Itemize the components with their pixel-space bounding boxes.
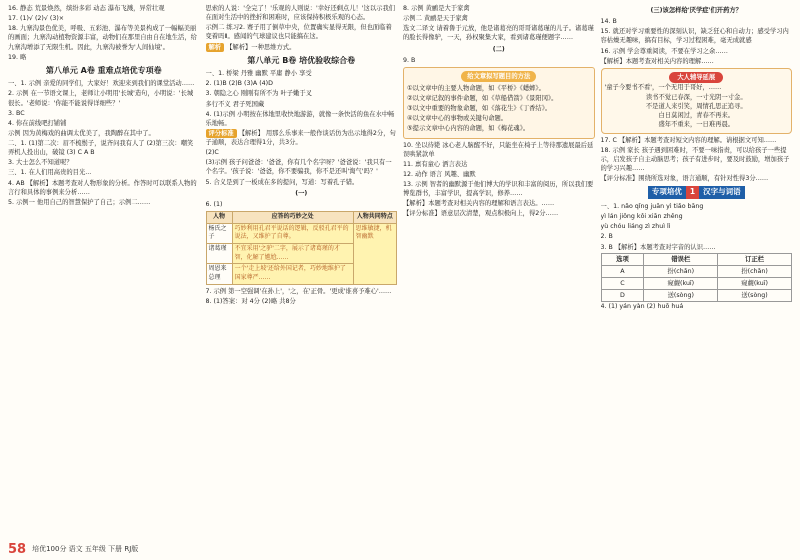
table-row xyxy=(601,290,792,302)
answer-18: 18. 九寨沟景色优美，呼吸、五彩池、瀑布等美景构成了一幅幅美丽的画面；九寨沟动植物资源丰富，动物们在那里自由自在地生活，给九寨沟增添了无限生机。因此，九寨沟被誉为'人间仙境'。 xyxy=(8,25,197,51)
d-answer-17: 17. C 【解析】本题考查对短文内容的理解。请根据文可知…… xyxy=(600,136,777,144)
page-footer xyxy=(8,540,792,558)
section-title-8b: 第八单元 B卷 培优验收综合卷 xyxy=(247,55,356,65)
answer-19: 19. 略 xyxy=(8,53,27,61)
column-2 xyxy=(206,4,398,540)
b-answer-4: 4. (1)示例 小明按在体地里收快地游游，就像一条快活的鱼在水中畅乐地畅。 xyxy=(205,110,395,127)
c-answer-10: 10. 坐以待毙 冰心老人脑醒不好，只能坐在椅子上等待那遗展最后延误哄紧款单 xyxy=(403,141,594,158)
poem-line: 不是道人来引笑，周情孔思正追寻。 xyxy=(645,103,747,111)
answer-1-4: 4. 你在前线吧打铺铺 xyxy=(8,119,67,127)
table-row xyxy=(601,265,792,277)
answer-3-1: 三、1. 在人们用高贵的目光... xyxy=(8,169,92,177)
c-scoring: 【评分标准】语意层次清楚，观点积极向上，得2分…… xyxy=(403,210,559,218)
method-box xyxy=(403,67,595,139)
method-item: ⑤提示文章中心内容的命题，如《梅花魂》。 xyxy=(407,125,530,133)
c-answer-12: 12. 动作 语言 风趣、幽默 xyxy=(403,170,476,178)
b-answer-1: 一、1. 桥梁 丹雅 幽默 平庸 静小 享受 xyxy=(205,70,312,78)
analysis-note xyxy=(206,43,398,52)
answer-1-3: 3. BC xyxy=(8,109,25,117)
subsection-3: (三)该怎样给'厌学症'们开药方？ xyxy=(650,7,742,14)
d-answer-18: 18. 示例 家长 孩子遇到困难时，不要一味指责，可以给孩子一些提示，启发孩子自主动脑思考；孩子有进步时，要及时鼓励，增加孩子的学习兴趣…… xyxy=(600,146,790,172)
table-cell: D xyxy=(601,290,644,302)
poem-line: 盛年不重来，一日难再晨。 xyxy=(658,121,735,129)
table-header: 人物 xyxy=(206,211,232,223)
table-header: 选项 xyxy=(601,253,644,265)
table-row xyxy=(206,223,397,243)
answer-1-2: 2. 示例 在一节语文课上，老师让小明用'长城'造句，小明说：'长城很长。'老师说：'你能不能说得详细些？' xyxy=(8,90,194,107)
table-cell: 窥觑(kuī) xyxy=(718,277,792,289)
method-item: ②以文章记叙的事件命题，如《草船借箭》《景阳冈》。 xyxy=(407,95,558,102)
answer-example2: 示例二 练习2. 赛子用了倒草中央，位置确实显得无限，但也面临着变着吗Ⅱ。感闻的气球建议也只能搞在这。 xyxy=(205,24,392,41)
c-translation: 选文二译文 请着鲁于元放，他是诸葛亮的哥哥诸葛瑾的儿子。诸葛瑾的脸长得像驴，一天，孙权聚集大家，看到诸葛瑾便题字…… xyxy=(403,25,594,42)
c-answer-9: 9. B xyxy=(403,56,416,64)
banner-number: 1 xyxy=(686,186,699,199)
d-answer-14: 14. B xyxy=(600,18,617,26)
table-row xyxy=(601,277,792,289)
table-cell: 送(sòng) xyxy=(718,290,792,302)
answer-17: 17. (1)√ (2)√ (3)× xyxy=(8,15,65,23)
answer-2: 二、1. (1)第二次：眉不梳鬃子，说齐问我有人了 (2)第三次：嘲笑弄机人投出山，破镜 (3) C A B xyxy=(8,140,194,157)
d-answer-4: 4. (1) yán yàn (2) huō huá xyxy=(600,303,684,311)
c-answer-8: 8. 示例 黄鹂是大于家禽 xyxy=(403,5,470,12)
analysis-text: 【解析】一种思维方式。 xyxy=(226,43,296,51)
table-header: 应答的巧妙之处 xyxy=(232,211,353,223)
c-answer-11: 11. 禀有童心 洒言表达 xyxy=(403,160,468,168)
column-3 xyxy=(403,4,595,540)
answer-16: 16. 静态 荒景焕然，缤纷多彩 动态 瀑布飞溅，异常壮观 xyxy=(8,5,165,12)
answer-cont: 思索的人说：'全完了！'乐观的人则说：'幸好还剩点儿！'这以示我们在面对生活中的挫折和困难时，应该保持积极乐观的心态。 xyxy=(205,5,396,22)
section-title-8a: 第八单元 A卷 重难点培优专项卷 xyxy=(45,65,162,75)
subsection-2: (二) xyxy=(492,45,505,53)
table-cell: 巧妙利用孔君平说话的逻辑，反驳孔君平的说法，又维护了自尊。 xyxy=(232,223,353,243)
table-header: 错误栏 xyxy=(644,253,718,265)
banner-title: 汉字与词语 xyxy=(699,186,745,199)
answer-1-1: 一、1. 示例 亲爱的同学们，大家好！欢迎来到我们的课堂活动…… xyxy=(8,80,195,88)
method-title: 给文章拟写题目的方法 xyxy=(461,71,536,82)
d-answer-16: 16. 示例 学会尊重阅读，不要在学习之余…… xyxy=(600,47,728,55)
pinyin-line: 2. B xyxy=(600,233,613,241)
b-answer-7: 7. 示例 第一空强调'在孙上'，'之，在'正骨。'更成'谁喜予难心'…… xyxy=(205,287,392,295)
table-cell: 周恩来总理 xyxy=(206,264,232,284)
d-answer-15: 15. 就还对学习重要性的深刻认识，缺乏狂心和自动力；感受学习内容枯燥无趣味，搞有目标，学习过程困难，毫无成就感 xyxy=(600,28,789,45)
d-scoring: 【评分标准】围绕所选对象，语言通顺，有针对性得3分…… xyxy=(600,175,769,182)
c-answer-13: 13. 示例 智者的幽默源于他们博大的学识和丰富的阅历，所以我们要博览群书，丰富学识，提高学识，修养…… xyxy=(403,181,594,198)
method-item: ④以文章中心的事物或关键句命题。 xyxy=(407,115,508,123)
answer-4: 4. AB 【解析】本题考查对人物形象的分析。作答时可以联系人物的言行和具体的事例来分析…… xyxy=(8,179,197,196)
page-number: 58 xyxy=(8,541,27,557)
table-header: 人物共同特点 xyxy=(353,211,396,223)
analysis-tag: 解析 xyxy=(206,43,225,52)
table-cell: C xyxy=(601,277,644,289)
scoring-text: 【解析】 用那么乐事来一般作谈话仿为出示地得2分，句子通顺，表达合理得1分，共3分。 xyxy=(205,129,396,147)
poem-line: 白日莫闲过，青春不再来。 xyxy=(658,112,735,120)
answer-1-4b: 示例 因为黄梅戏的曲调太优美了，我陶醉在其中了。 xyxy=(8,129,155,137)
b-answer-2: 2. (1)B (2)B (3)A (4)D xyxy=(205,80,273,88)
b-answer-5: 5. 合义是到了一板成在多的提问，写道：写着孔子错。 xyxy=(205,178,359,186)
comparison-table xyxy=(206,211,398,285)
table-cell: 送(sòng) xyxy=(644,290,718,302)
table-cell: 思维敏捷，机智幽默 xyxy=(353,223,396,284)
poem-line: 读书不觉已春深，一寸光阴一寸金。 xyxy=(645,94,747,101)
poem-box xyxy=(601,68,793,134)
b-answer-8: 8. (1)答案：对 4分 (2)略 共8分 xyxy=(205,297,296,305)
special-training-banner xyxy=(601,186,793,199)
method-item: ③以文中重要的物象命题，如《落花生》《丁香结》。 xyxy=(407,105,552,113)
b-answer-4-2: (2)C xyxy=(205,149,219,157)
b-answer-3: 3. 朝隐之心 刚刚有所不为 叶子嫩于叉 xyxy=(205,90,312,98)
table-cell: 杨氏之子 xyxy=(206,223,232,243)
column-4 xyxy=(601,4,793,540)
d-analysis: 【解析】本题考查对相关内容的理解…… xyxy=(600,57,714,65)
table-cell: 窥觑(kuī) xyxy=(644,277,718,289)
table-cell: 扮(chǎn) xyxy=(644,265,718,277)
table-cell: 扮(chǎn) xyxy=(718,265,792,277)
c-analysis: 【解析】本题考查对相关内容的理解和语言表达。…… xyxy=(403,200,555,208)
b-answer-3b: 多行不义 君子死国藏 xyxy=(205,100,265,108)
method-item: ①以文章中的主要人物命题，如《平桥》《蟋蟀》。 xyxy=(407,84,545,92)
pinyin-line: yì lán jiǒng kǒi xiān zhěng xyxy=(600,213,683,221)
b-answer-4-3: (3)示例 孩子问爸爸：'爸爸，你有几个名字呀？'爸爸说：'我只有一个名字。'孩子说：'爸爸，你不要骗我，你不是还叫'淘气'吗？' xyxy=(205,159,392,176)
poem-title: 大人辅导延展 xyxy=(669,72,723,83)
column-1 xyxy=(8,4,200,540)
pinyin-line: yù chóu liáng zì zhuì lì xyxy=(600,223,671,231)
table-cell: 诸葛瑾 xyxy=(206,244,232,264)
pinyin-line: 一、1. nǎo qǐng juān yì tiǎo bāng xyxy=(600,203,704,210)
banner-label: 专项培优 xyxy=(648,186,686,199)
correction-table xyxy=(601,253,793,303)
footer-text: 培优100分 语文 五年级 下册 RJ版 xyxy=(32,545,139,553)
table-cell: 不宜采用'之驴'二字，展示了诸葛瑾的才智，化解了尴尬…… xyxy=(232,244,353,264)
answer-3: 3. 大士怎么不知道呢？ xyxy=(8,159,73,167)
scoring-tag: 评分标准 xyxy=(206,129,237,138)
c-answer-8b: 示例二 黄鹂是天于家禽 xyxy=(403,15,468,23)
table-header: 订正栏 xyxy=(718,253,792,265)
answer-5: 5. 示例一 他用自己的智慧保护了自己；示例二…… xyxy=(8,198,151,206)
poem-intro: '童子今要书不看'，一个无用于哥好，…… xyxy=(604,83,722,91)
table-cell: 一个'走上坡'还给外国记者，巧妙地维护了国家尊严…… xyxy=(232,264,353,284)
pinyin-line: 3. B 【解析】本题考查对字音的认识…… xyxy=(600,243,716,251)
b-answer-6: 6. (1) xyxy=(205,200,223,208)
b-scoring xyxy=(206,129,398,147)
table-cell: A xyxy=(601,265,644,277)
subsection-1: (一) xyxy=(295,189,308,197)
